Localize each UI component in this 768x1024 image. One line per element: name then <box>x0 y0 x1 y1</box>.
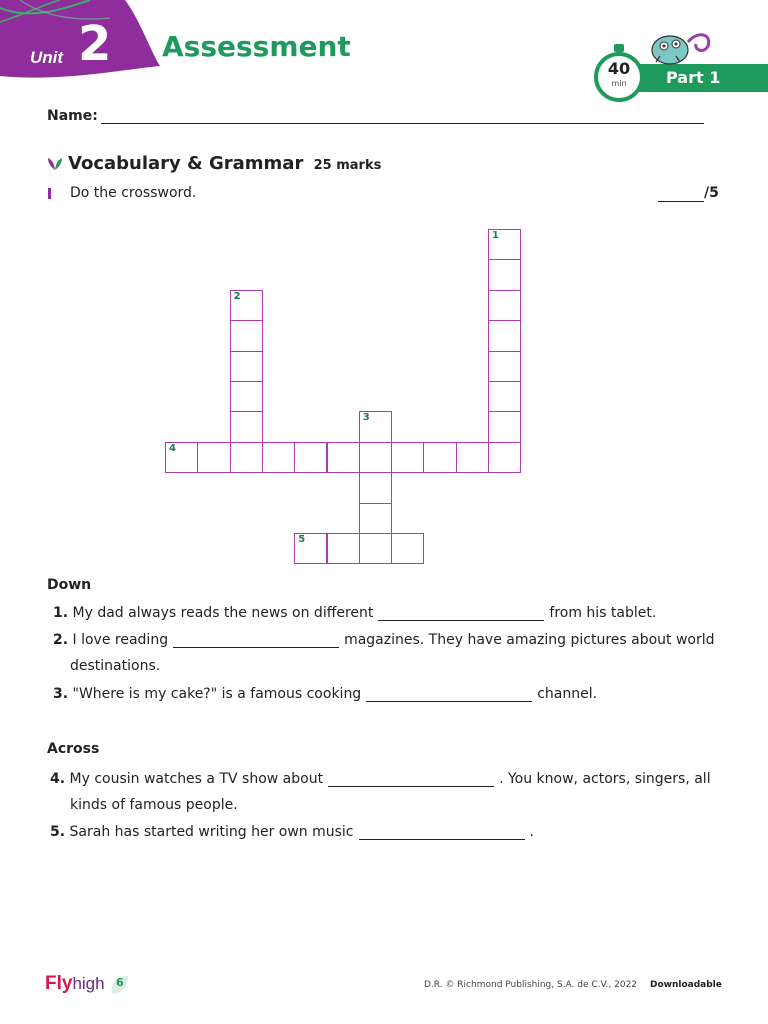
crossword-cell[interactable] <box>488 442 521 473</box>
downloadable-label: Downloadable <box>650 980 722 990</box>
crossword-cell[interactable] <box>262 442 295 473</box>
crossword-cell[interactable] <box>391 533 424 564</box>
crossword-cell[interactable] <box>488 351 521 382</box>
crossword-cell[interactable] <box>230 320 263 351</box>
crossword-cell[interactable] <box>391 442 424 473</box>
crossword-cell[interactable] <box>230 411 263 442</box>
crossword-cell[interactable] <box>359 503 392 534</box>
section-title <box>68 153 381 174</box>
clue-down-1 <box>53 605 656 621</box>
flyhigh-logo <box>45 973 105 995</box>
clue-text-after: . You know, actors, singers, all <box>499 771 711 787</box>
crossword-cell[interactable] <box>488 320 521 351</box>
clue-text-before: My cousin watches a TV show about <box>69 771 324 787</box>
clue-text-before: My dad always reads the news on different <box>72 605 374 621</box>
page-title: Assessment <box>162 30 351 63</box>
crossword-cell[interactable] <box>230 442 263 473</box>
crossword-cell[interactable] <box>456 442 489 473</box>
section-marks: 25 marks <box>313 158 382 173</box>
crossword-cell[interactable] <box>488 290 521 321</box>
page-number: 6 <box>116 976 124 989</box>
crossword-cell[interactable] <box>488 259 521 290</box>
name-label: Name: <box>47 108 98 124</box>
clue-number: 5. <box>50 824 66 840</box>
crossword-cell[interactable] <box>165 442 198 473</box>
logo-high: high <box>72 974 105 993</box>
crossword-cell[interactable] <box>230 381 263 412</box>
crossword-cell[interactable] <box>488 411 521 442</box>
score-field[interactable] <box>658 201 704 202</box>
crossword-cell[interactable] <box>359 442 392 473</box>
clue-continuation: destinations. <box>70 658 161 674</box>
crossword-cell[interactable] <box>488 381 521 412</box>
clue-continuation: kinds of famous people. <box>70 797 238 813</box>
logo-fly: Fly <box>45 973 73 994</box>
answer-blank[interactable] <box>378 607 544 621</box>
across-heading: Across <box>47 741 100 757</box>
clue-text-after: magazines. They have amazing pictures about world <box>344 632 715 648</box>
clue-number: 3. <box>53 686 69 702</box>
clue-number: 4. <box>50 771 66 787</box>
answer-blank[interactable] <box>328 773 494 787</box>
clue-down-3 <box>53 686 597 702</box>
crossword-cell[interactable] <box>359 411 392 442</box>
task-marker <box>48 188 51 199</box>
crossword-cell[interactable] <box>327 533 360 564</box>
score-total: /5 <box>704 185 719 201</box>
clue-text-before: "Where is my cake?" is a famous cooking <box>72 686 362 702</box>
answer-blank[interactable] <box>359 826 525 840</box>
clue-text-before: I love reading <box>72 632 169 648</box>
clue-text-before: Sarah has started writing her own music <box>69 824 354 840</box>
copyright: D.R. © Richmond Publishing, S.A. de C.V., 2022 <box>424 980 638 990</box>
section-title-text: Vocabulary & Grammar <box>68 153 304 174</box>
clue-text-after: channel. <box>537 686 598 702</box>
clue-number: 1. <box>53 605 69 621</box>
part-label: Part 1 <box>666 68 721 87</box>
down-heading: Down <box>47 577 92 593</box>
unit-banner <box>0 0 170 82</box>
answer-blank[interactable] <box>366 688 532 702</box>
clue-across-4 <box>50 771 711 787</box>
clue-down-2 <box>53 632 715 648</box>
crossword-cell[interactable] <box>423 442 456 473</box>
crossword-cell[interactable] <box>294 442 327 473</box>
clue-text-after: . <box>529 824 534 840</box>
crossword-clue-number: 1 <box>492 230 499 241</box>
timer-unit: min <box>611 79 627 88</box>
crossword-cell[interactable] <box>359 533 392 564</box>
timer-minutes: 40 <box>607 59 631 78</box>
crossword-clue-number: 5 <box>298 534 306 545</box>
crossword-cell[interactable] <box>230 290 263 321</box>
crossword-cell[interactable] <box>294 533 327 564</box>
crossword-cell[interactable] <box>327 442 360 473</box>
unit-number: 2 <box>78 16 112 72</box>
crossword-clue-number: 4 <box>169 442 176 454</box>
crossword-cell[interactable] <box>230 351 263 382</box>
clue-text-after: from his tablet. <box>549 605 657 621</box>
stopwatch-icon <box>594 52 644 102</box>
crossword-cell[interactable] <box>488 229 521 260</box>
crossword-clue-number: 2 <box>233 290 241 302</box>
crossword-clue-number: 3 <box>362 412 370 424</box>
crossword-cell[interactable] <box>197 442 230 473</box>
unit-label: Unit <box>30 48 64 67</box>
name-field[interactable] <box>101 123 704 124</box>
crossword-cell[interactable] <box>359 472 392 503</box>
clue-across-5 <box>50 824 534 840</box>
mascot-icon <box>646 28 716 68</box>
section-leaf-icon <box>47 157 63 171</box>
answer-blank[interactable] <box>173 634 339 648</box>
task-instruction: Do the crossword. <box>70 185 197 201</box>
stopwatch-knob-icon <box>614 44 624 52</box>
clue-number: 2. <box>53 632 69 648</box>
